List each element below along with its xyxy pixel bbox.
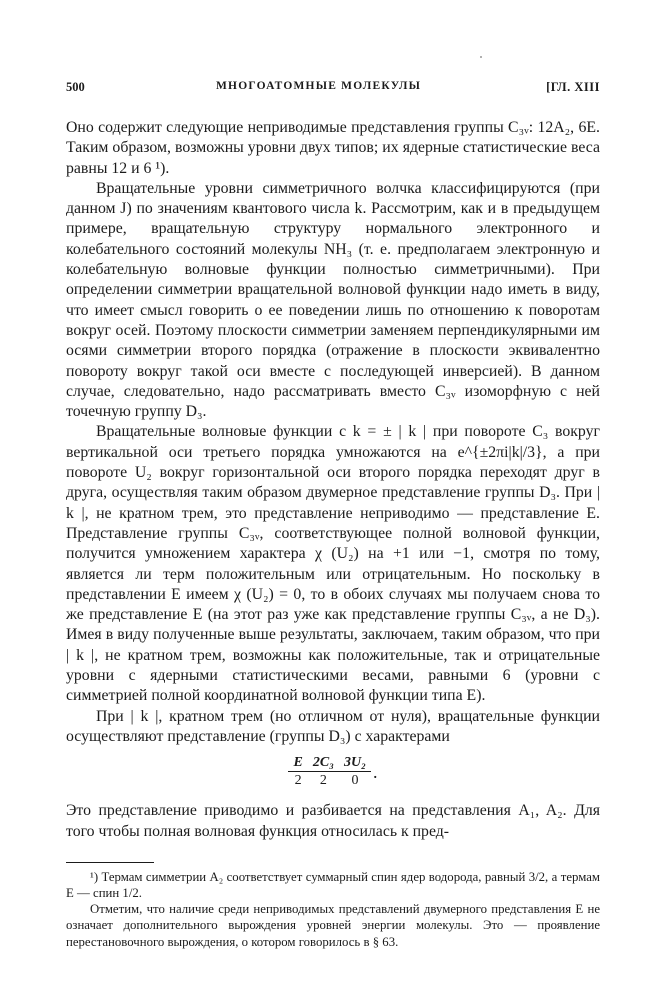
table-end-mark: . <box>373 761 378 782</box>
char-header-2c3: 2C₃ <box>308 754 339 772</box>
paragraph-4: При | k |, кратном трем (но отличном от нуля), вращательные функции осуществляют представление (группы D₃) с характерами <box>66 707 600 745</box>
characters-table <box>66 754 600 789</box>
paragraph-5: Это представление приводимо и разбивается на представления A₁, A₂. Для того чтобы полная волновая функция относилась к пред- <box>66 802 600 840</box>
running-header <box>66 76 600 100</box>
paragraph-3: Вращательные волновые функции с k = ± | k | при повороте C₃ вокруг вертикальной оси третьего порядка умножаются на e^{±2πi|k|/3}, а при повороте U₂ вокруг горизонтальной оси второго порядка переходят друг в друга, осуществляя таким образом двумерное представление группы D₃. При | k |, не кратном трем, это представление неприводимо — представление E. Представление группы C₃ᵥ, соответствующее полной волновой функции, получится умножением характера χ (U₂) на +1 или −1, смотря по тому, является ли терм положительным или отрицательным. Но поскольку в представлении E имеем χ (U₂) = 0, то в обоих случаях мы получаем снова то же представление E (на этот раз уже как представление группы C₃ᵥ, а не D₃). Имея в виду полученные выше результаты, заключаем, таким образом, что при | k |, не кратном трем, возможны как положительные, так и отрицательные уровни с ядерными статистическими весами, равными 6 (уровни с симметрией полной координатной волновой функции типа E). <box>66 423 600 705</box>
paragraph-1: Оно содержит следующие неприводимые представления группы C₃ᵥ: 12A₂, 6E. Таким образом, возможны уровни двух типов; их ядерные статистические веса равны 12 и 6 ¹). <box>66 119 600 177</box>
char-header-e: E <box>288 754 307 772</box>
char-header-3u2: 3U₂ <box>339 754 371 772</box>
char-value-3u2: 0 <box>351 773 359 789</box>
footnote-1: ¹) Термам симметрии A₂ соответствует суммарный спин ядер водорода, равный 3/2, а термам E — спин 1/2. <box>66 869 600 900</box>
paragraph-2: Вращательные уровни симметричного волчка классифицируются (при данном J) по значениям квантового числа k. Рассмотрим, как и в предыдущем примере, вращательную структуру нормального электронного и колебательного состояний молекулы NH₃ (т. е. предполагаем электронную и колебательную волновые функции полностью симметричными). При определении симметрии вращательной волновой функции надо иметь в виду, что имеет смысл говорить о ее поведении лишь по отношению к поворотам вокруг осей. Поэтому плоскости симметрии заменяем перпендикулярными им осями симметрии второго порядка (отражение в плоскости эквивалентно повороту вокруг такой оси вместе с последующей инверсией). В данном случае, следовательно, надо рассматривать вместо C₃ᵥ изоморфную с ней точечную группу D₃. <box>66 179 600 421</box>
running-title: МНОГОАТОМНЫЕ МОЛЕКУЛЫ <box>216 80 422 92</box>
char-value-2c3: 2 <box>319 773 327 789</box>
book-page <box>66 76 600 950</box>
footnote-separator <box>66 862 154 863</box>
page-number: 500 <box>66 80 85 94</box>
scan-speck <box>480 56 482 58</box>
footnotes <box>66 869 600 950</box>
char-value-e: 2 <box>294 773 302 789</box>
main-text <box>66 118 600 842</box>
chapter-label: [ГЛ. XIII <box>546 80 600 94</box>
footnote-2: Отметим, что наличие среди неприводимых представлений двумерного представления E не означает дополнительного вырождения уровней энергии молекулы. Это — проявление перестановочного вырождения, о котором говорилось в § 63. <box>66 902 600 949</box>
